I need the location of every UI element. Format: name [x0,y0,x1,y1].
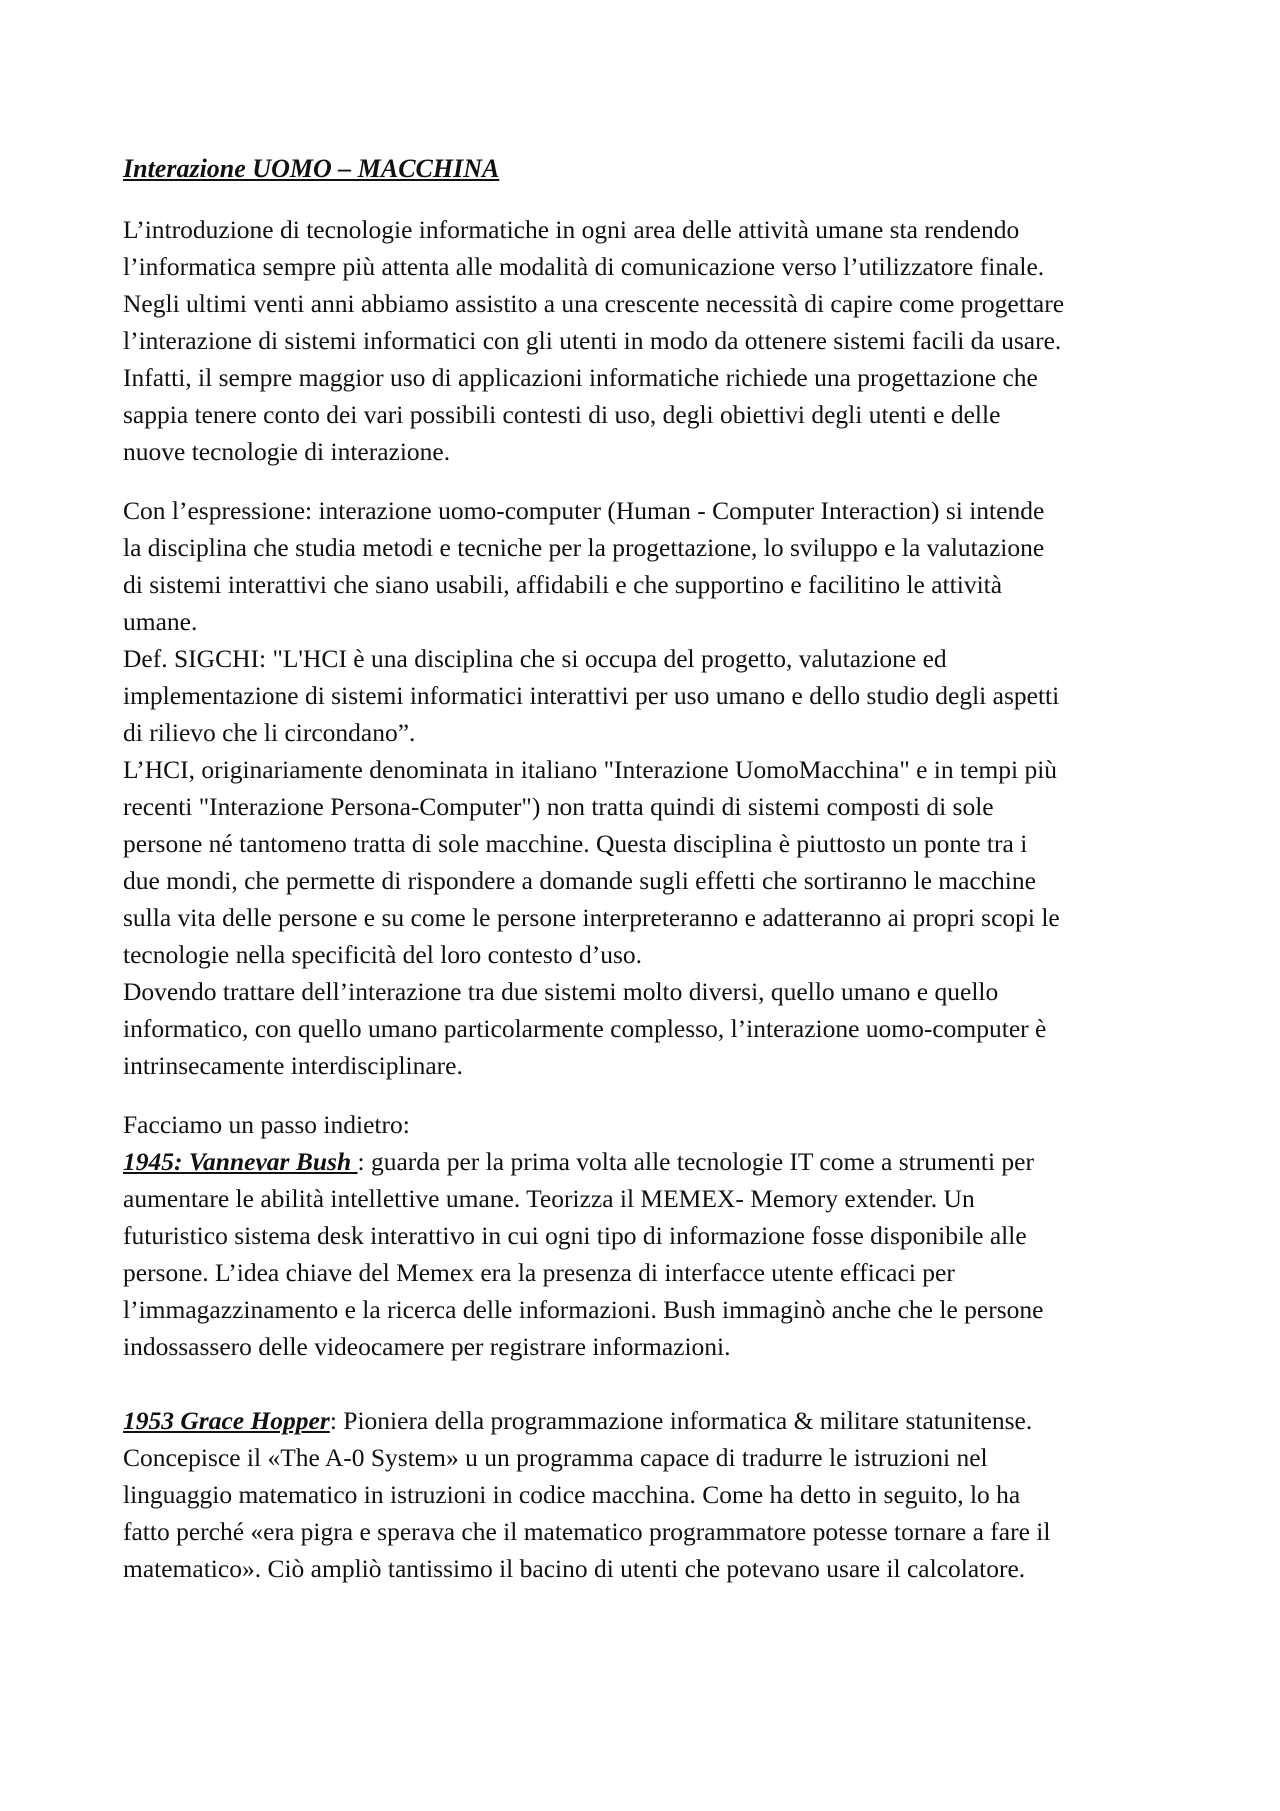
text-line: recenti "Interazione Persona-Computer") non tratta quindi di sistemi composti di sole [123,792,994,821]
text-line: due mondi, che permette di rispondere a domande sugli effetti che sortiranno le macchine [123,866,1036,895]
text-line: L’introduzione di tecnologie informatiche in ogni area delle attività umane sta rendendo [123,215,1020,244]
text-line-hopper [123,1402,1032,1439]
text-line: tecnologie nella specificità del loro contesto d’uso. [123,940,643,969]
text-line: umane. [123,607,198,636]
text-line: persone. L’idea chiave del Memex era la presenza di interfacce utente efficaci per [123,1258,955,1287]
text-line: l’interazione di sistemi informatici con gli utenti in modo da ottenere sistemi facili da usare. [123,326,1062,355]
text-line: linguaggio matematico in istruzioni in codice macchina. Come ha detto in seguito, lo ha [123,1480,1021,1509]
text-span: : guarda per la prima volta alle tecnologie IT come a strumenti per [357,1147,1034,1176]
text-line: fatto perché «era pigra e sperava che il matematico programmatore potesse tornare a fare il [123,1517,1051,1546]
heading-1945-vannevar-bush: 1945: Vannevar Bush [123,1147,358,1176]
text-line: Negli ultimi venti anni abbiamo assistito a una crescente necessità di capire come progettare [123,289,1065,318]
text-line: la disciplina che studia metodi e tecniche per la progettazione, lo sviluppo e la valutazione [123,533,1045,562]
text-span: : Pioniera della programmazione informatica & militare statunitense. [329,1406,1033,1435]
text-line: l’immagazzinamento e la ricerca delle informazioni. Bush immaginò anche che le persone [123,1295,1044,1324]
text-line: nuove tecnologie di interazione. [123,437,451,466]
text-line: futuristico sistema desk interattivo in cui ogni tipo di informazione fosse disponibile alle [123,1221,1027,1250]
text-line: Dovendo trattare dell’interazione tra due sistemi molto diversi, quello umano e quello [123,977,999,1006]
text-line: indossassero delle videocamere per registrare informazioni. [123,1332,731,1361]
text-line: implementazione di sistemi informatici interattivi per uso umano e dello studio degli aspetti [123,681,1060,710]
document-title: Interazione UOMO – MACCHINA [123,154,500,183]
text-line: di rilievo che li circondano”. [123,718,416,747]
heading-1953-grace-hopper: 1953 Grace Hopper [123,1406,330,1435]
text-line: aumentare le abilità intellettive umane. Teorizza il MEMEX- Memory extender. Un [123,1184,975,1213]
text-line: Infatti, il sempre maggior uso di applicazioni informatiche richiede una progettazione che [123,363,1038,392]
text-line: l’informatica sempre più attenta alle modalità di comunicazione verso l’utilizzatore finale. [123,252,1045,281]
text-line: matematico». Ciò ampliò tantissimo il bacino di utenti che potevano usare il calcolatore. [123,1554,1026,1583]
text-line: sappia tenere conto dei vari possibili contesti di uso, degli obiettivi degli utenti e delle [123,400,1001,429]
text-line: Facciamo un passo indietro: [123,1110,410,1139]
text-line: Def. SIGCHI: "L'HCI è una disciplina che si occupa del progetto, valutazione ed [123,644,947,673]
text-line: persone né tantomeno tratta di sole macchine. Questa disciplina è piuttosto un ponte tra i [123,829,1028,858]
text-line: intrinsecamente interdisciplinare. [123,1051,463,1080]
text-line: di sistemi interattivi che siano usabili, affidabili e che supportino e facilitino le attività [123,570,1003,599]
text-line: Concepisce il «The A-0 System» u un programma capace di tradurre le istruzioni nel [123,1443,988,1472]
text-line: informatico, con quello umano particolarmente complesso, l’interazione uomo-computer è [123,1014,1047,1043]
text-line: sulla vita delle persone e su come le persone interpreteranno e adatteranno ai propri scopi le [123,903,1060,932]
text-line: L’HCI, originariamente denominata in italiano "Interazione UomoMacchina" e in tempi più [123,755,1058,784]
text-line: Con l’espressione: interazione uomo-computer (Human - Computer Interaction) si intende [123,496,1045,525]
text-line-bush [123,1143,1034,1180]
